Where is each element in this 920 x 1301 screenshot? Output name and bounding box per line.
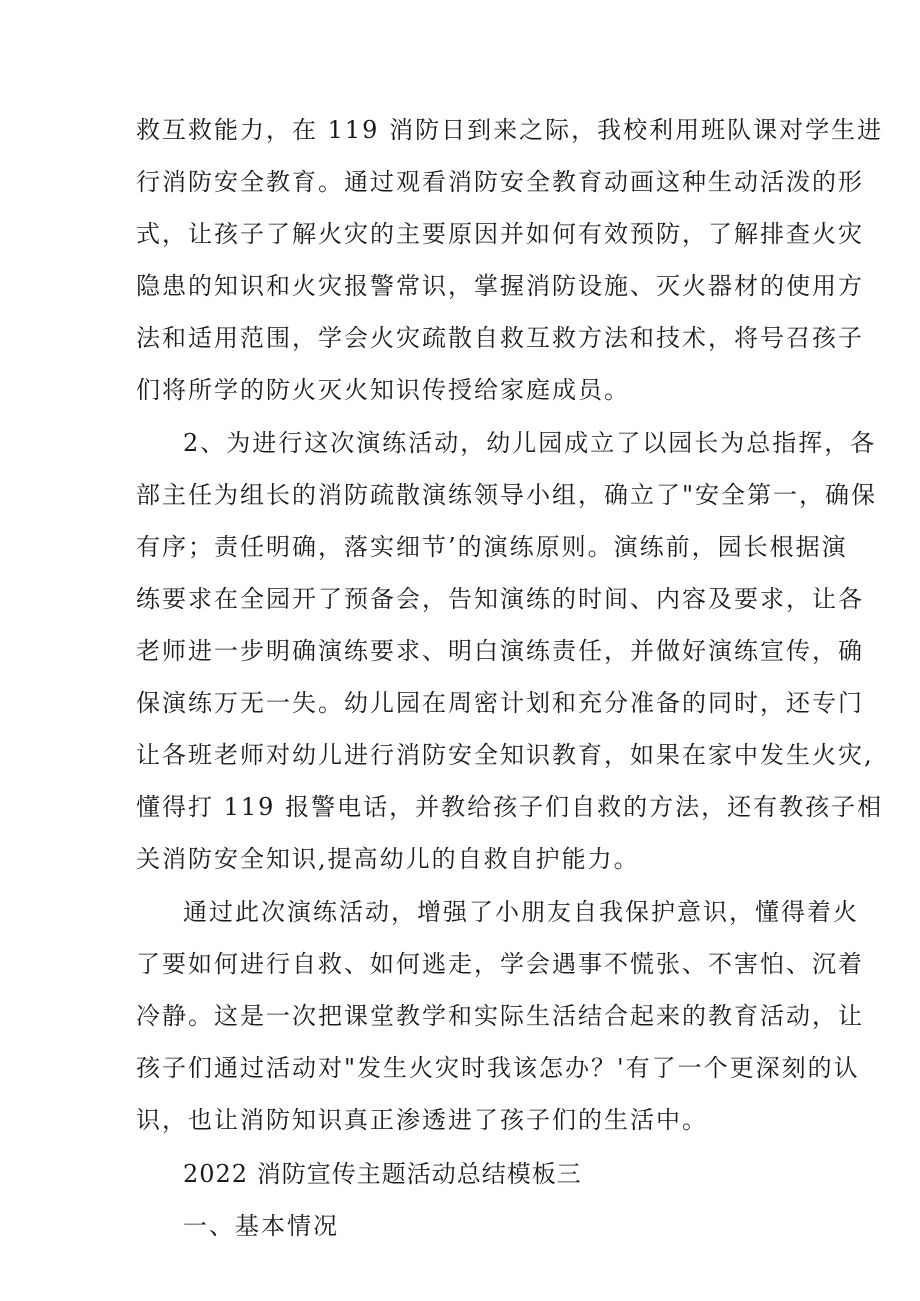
paragraph-2-line-8: 懂得打 119 报警电话，并教给孩子们自救的方法，还有教孩子相 [136, 793, 884, 821]
paragraph-2-line-7: 让各班老师对幼儿进行消防安全知识教育，如果在家中发生火灾, [136, 741, 874, 769]
paragraph-2-line-6: 保演练万无一失。幼儿园在周密计划和充分准备的同时，还专门 [136, 689, 864, 717]
paragraph-1-line-1: 救互救能力，在 119 消防日到来之际，我校利用班队课对学生进 [136, 116, 884, 144]
paragraph-2-line-5: 老师进一步明确演练要求、明白演练责任，并做好演练宣传，确 [136, 637, 864, 665]
paragraph-3-line-3: 冷静。这是一次把课堂教学和实际生活结合起来的教育活动，让 [136, 1002, 864, 1030]
paragraph-2-line-2: 部主任为组长的消防疏散演练领导小组，确立了"安全第一，确保 [136, 481, 878, 509]
section-title: 2022 消防宣传主题活动总结模板三 [183, 1160, 582, 1188]
paragraph-2-line-4: 练要求在全园开了预备会，告知演练的时间、内容及要求，让各 [136, 585, 864, 613]
subsection-title: 一、基本情况 [183, 1212, 339, 1240]
paragraph-1-line-5: 法和适用范围，学会火灾疏散自救互救方法和技术，将号召孩子 [136, 324, 864, 352]
paragraph-3-line-1: 通过此次演练活动，增强了小朋友自我保护意识，懂得着火 [183, 898, 859, 926]
paragraph-3-line-2: 了要如何进行自救、如何逃走，学会遇事不慌张、不害怕、沉着 [136, 950, 864, 978]
paragraph-2-line-9: 关消防安全知识,提高幼儿的自救自护能力。 [136, 845, 640, 873]
paragraph-2-line-3: 有序；责任明确，落实细节’的演练原则。演练前，园长根据演 [136, 533, 848, 561]
paragraph-1-line-4: 隐患的知识和火灾报警常识，掌握消防设施、灭火器材的使用方 [136, 272, 864, 300]
paragraph-1-line-2: 行消防安全教育。通过观看消防安全教育动画这种生动活泼的形 [136, 168, 864, 196]
paragraph-1-line-6: 们将所学的防火灭火知识传授给家庭成员。 [136, 376, 630, 404]
paragraph-2-line-1: 2、为进行这次演练活动，幼儿园成立了以园长为总指挥，各 [183, 429, 877, 457]
paragraph-1-line-3: 式，让孩子了解火灾的主要原因并如何有效预防，了解排查火灾 [136, 220, 864, 248]
paragraph-3-line-5: 识，也让消防知识真正渗透进了孩子们的生活中。 [136, 1106, 708, 1134]
paragraph-3-line-4: 孩子们通过活动对"发生火灾时我该怎办？'有了一个更深刻的认 [136, 1054, 860, 1082]
